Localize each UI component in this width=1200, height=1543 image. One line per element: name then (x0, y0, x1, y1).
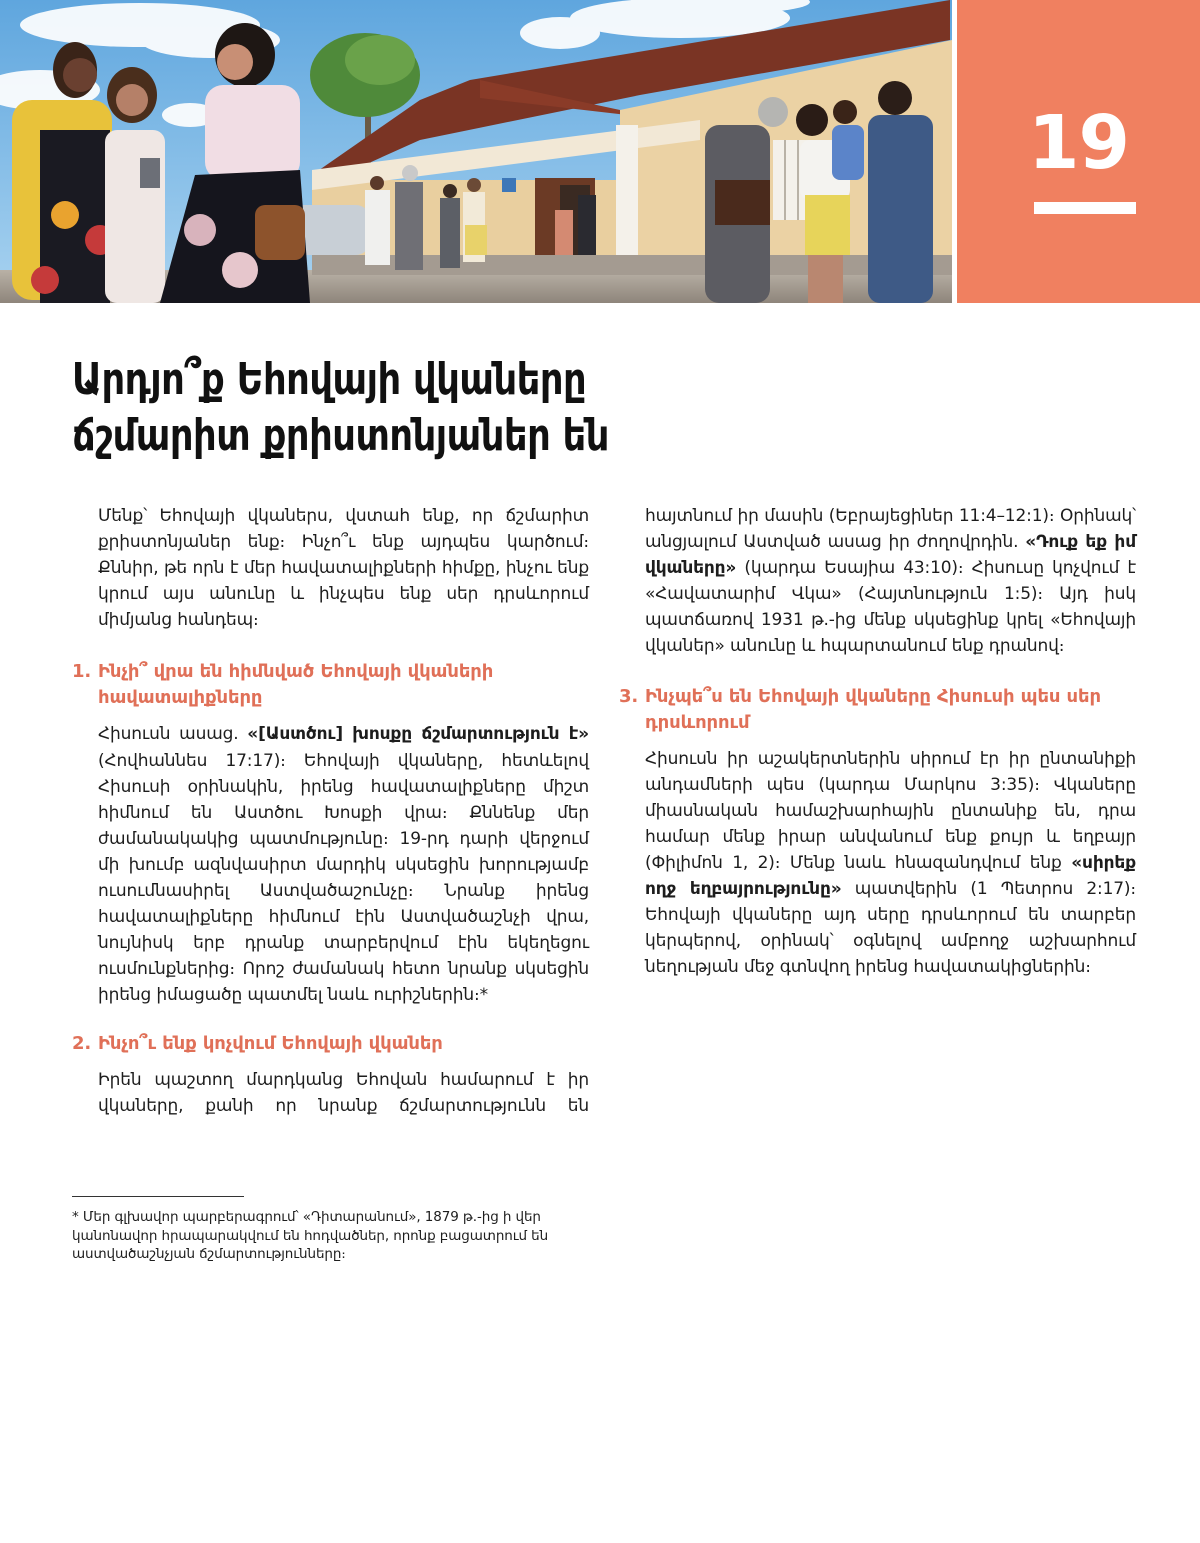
page-title (72, 352, 909, 464)
section-1 (72, 659, 589, 1008)
section-heading-text: Ինչպե՞ս են Եհովայի վկաները Հիսուսի պես սեր դրսևորում (645, 685, 1101, 733)
footnote: * Մեր գլխավոր պարբերագրում՝ «Դիտարանում», 1879 թ.-ից ի վեր կանոնավոր հրապարակվում են հոդվածներ, որոնք բացատրում են աստվածաշնչյան ճշմարտությունները։ (72, 1209, 549, 1262)
intro-paragraph: Մենք՝ Եհովայի վկաներս, վստահ ենք, որ ճշմարիտ քրիստոնյաներ ենք։ Ինչո՞ւ ենք այդպես կարծում։ Քննիր, թե որն է մեր հավատալիքների հիմքը, ինչու ենք կրում այս անունը և ինչպես ենք սեր դրսևորում միմյանց հանդեպ։ (98, 506, 589, 631)
paragraph-rest: (կարդա Եսայիա 43:10)։ Հիսուսը կոչվում է «Հավատարիմ Վկա» (Հայտնություն 1:5)։ Այդ իսկ պատճառով 1931 թ.-ից մենք սկսեցինք կրել «Եհովայի վկաներ» անունը և հպարտանում ենք դրանով։ (645, 558, 1136, 657)
section-number: 1. (72, 661, 92, 683)
banner-photo (0, 0, 952, 303)
left-column (72, 503, 589, 1141)
section-paragraph-part-1 (98, 1067, 589, 1119)
section-number: 2. (72, 1032, 92, 1054)
section-paragraph (98, 721, 589, 1008)
section-heading (619, 684, 1136, 736)
section-2-continued (619, 503, 1136, 660)
scripture-quote: «սիրեք ողջ եղբայրությունը» (645, 852, 1136, 900)
chapter-number-underline (1034, 202, 1136, 214)
section-3 (619, 684, 1136, 981)
page-title-line-1: Արդյո՞ք Եհովայի վկաները (72, 354, 587, 405)
paragraph-lead: Հիսուսն իր աշակերտներին սիրում էր իր ընտանիքի անդամների պես (կարդա Մարկոս 3:35)։ Վկաները միասնական համաշխարհային ընտանիք են, դրա համար մենք իրար անվանում ենք քույր և եղբայր (Փիլիմոն 1, 2)։ Մենք նաև հնազանդվում ենք (645, 748, 1136, 873)
right-column (619, 503, 1136, 1002)
chapter-badge (957, 0, 1200, 303)
chapter-number: 19 (1028, 100, 1129, 186)
scripture-quote: «[Աստծու] խոսքը ճշմարտություն է» (247, 724, 590, 745)
section-paragraph (645, 746, 1136, 981)
section-heading-text: Ինչի՞ վրա են հիմնված Եհովայի վկաների հավատալիքները (98, 661, 494, 709)
paragraph-rest: (Հովհաննես 17:17)։ Եհովայի վկաները, հետևելով Հիսուսի օրինակին, իրենց հավատալիքները միշտ հիմնում են Աստծու Խոսքի վրա։ Քննենք մեր ժամանակակից պատմությունը։ 19-րդ դարի վերջում մի խումբ ազնվասիրտ մարդիկ սկսեցին խորությամբ ուսումնասիրել Աստվածաշունչը։ Նրանք իրենց հավատալիքները հիմնում էին Աստվածաշնչի վրա, նույնիսկ երբ դրանք տարբերվում էին եկեղեցու ուսմունքներից։ Որոշ ժամանակ հետո նրանք սկսեցին իրենց իմացածը պատմել նաև ուրիշներին։* (98, 750, 589, 1006)
section-paragraph-part-2 (645, 503, 1136, 660)
banner-photo-illustration (0, 0, 952, 303)
column (616, 125, 638, 260)
paragraph-lead: Իրեն պաշտող մարդկանց Եհովան համարում է իր վկաները, քանի որ նրանք ճշմարտությունն են (98, 1069, 589, 1116)
paragraph-lead-continued: հայտնում իր մասին (Եբրայեցիներ 11:4–12:1)։ Օրինակ՝ անցյալում Աստված ասաց իր ժողովրդին. (645, 506, 1136, 553)
section-2 (72, 1031, 589, 1119)
section-heading (72, 659, 589, 711)
page-title-line-2: ճշմարիտ քրիստոնյաներ են (72, 410, 609, 461)
paragraph-rest: պատվերին (1 Պետրոս 2:17)։ Եհովայի վկաները այդ սերը դրսևորում են տարբեր կերպերով, օրինակ՝ օգնելով ամբողջ աշխարհում նեղության մեջ գտնվող իրենց հավատակիցներին։ (645, 879, 1136, 978)
section-heading-text: Ինչո՞ւ ենք կոչվում Եհովայի վկաներ (98, 1032, 443, 1054)
sign (502, 178, 516, 192)
footnote-divider (72, 1196, 244, 1197)
scripture-quote: «Դուք եք իմ վկաները» (645, 532, 1136, 579)
paragraph-lead: Հիսուսն ասաց. (98, 724, 248, 745)
section-heading (72, 1031, 589, 1057)
section-number: 3. (619, 685, 639, 707)
